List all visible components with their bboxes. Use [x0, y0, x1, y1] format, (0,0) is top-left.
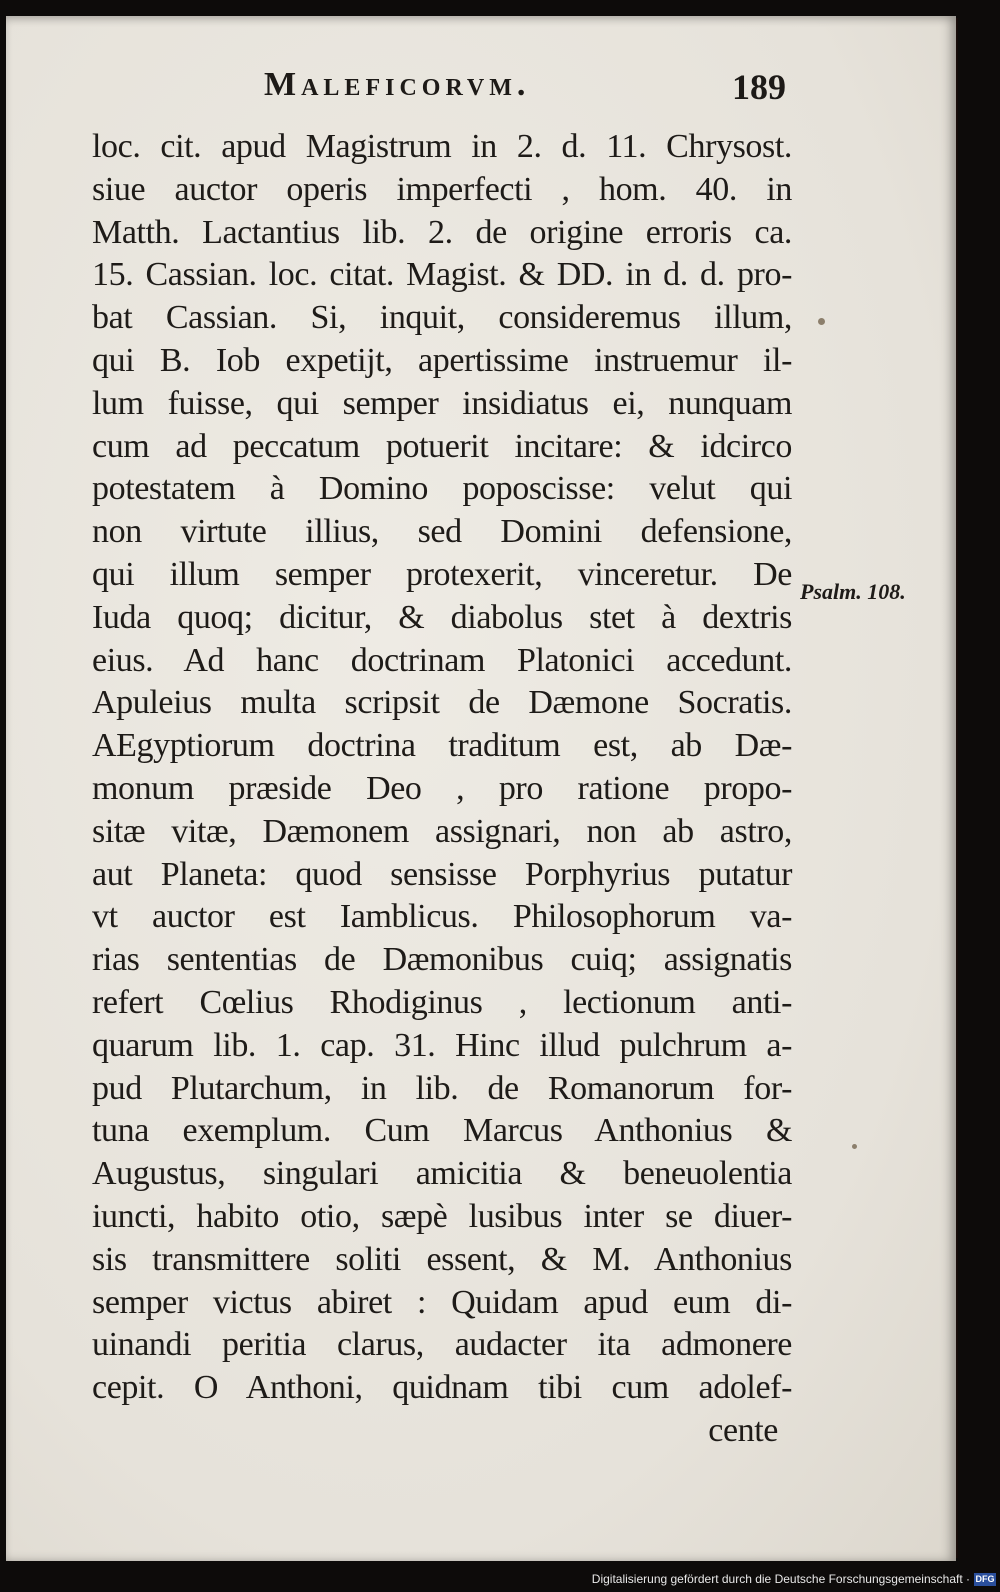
text-line: vt auctor est Iamblicus. Philosophorum va-	[92, 898, 792, 936]
text-line: monum præside Deo , pro ratione propo-	[92, 769, 792, 807]
text-line: 15. Cassian. loc. citat. Magist. & DD. in d. d. pro-	[92, 256, 792, 294]
text-line: sis transmittere soliti essent, & M. Anthonius	[92, 1240, 792, 1278]
text-line: quarum lib. 1. cap. 31. Hinc illud pulchrum a-	[92, 1026, 792, 1064]
text-line: eius. Ad hanc doctrinam Platonici accedunt.	[92, 641, 792, 679]
text-line: qui B. Iob expetijt, apertissime instruemur il-	[92, 341, 792, 379]
text-line: iuncti, habito otio, sæpè lusibus inter se diuer-	[92, 1197, 792, 1235]
text-line: Apuleius multa scripsit de Dæmone Socratis.	[92, 684, 792, 722]
text-line: Augustus, singulari amicitia & beneuolentia	[92, 1155, 792, 1193]
funding-credit: Digitalisierung gefördert durch die Deutsche Forschungsgemeinschaft ·	[591, 1572, 970, 1586]
text-line: qui illum semper protexerit, vinceretur. De	[92, 555, 792, 593]
text-line: siue auctor operis imperfecti , hom. 40. in	[92, 170, 792, 208]
text-line: rias sententias de Dæmonibus cuiq; assignatis	[92, 941, 792, 979]
running-head: Maleficorvm.	[264, 66, 531, 103]
text-line: loc. cit. apud Magistrum in 2. d. 11. Chrysost.	[92, 128, 792, 165]
text-line: aut Planeta: quod sensisse Porphyrius putatur	[92, 855, 792, 893]
text-line: refert Cœlius Rhodiginus , lectionum anti-	[92, 983, 792, 1021]
footer-bar	[0, 1570, 1000, 1592]
text-line: non virtute illius, sed Domini defensione,	[92, 513, 792, 551]
text-line: cepit. O Anthoni, quidnam tibi cum adolef-	[92, 1369, 792, 1407]
paper-speck	[852, 1144, 857, 1149]
text-line: Matth. Lactantius lib. 2. de origine erroris ca.	[92, 213, 792, 251]
text-line: sitæ vitæ, Dæmonem assignari, non ab astro,	[92, 812, 792, 850]
text-line: lum fuisse, qui semper insidiatus ei, nunquam	[92, 384, 792, 422]
text-line: potestatem à Domino poposcisse: velut qui	[92, 470, 792, 508]
text-line: AEgyptiorum doctrina traditum est, ab Dæ-	[92, 727, 792, 765]
text-line: bat Cassian. Si, inquit, consideremus illum,	[92, 299, 792, 337]
dfg-logo-icon: DFG	[975, 1574, 995, 1584]
paper-speck	[818, 318, 825, 325]
text-line: semper victus abiret : Quidam apud eum di-	[92, 1283, 792, 1321]
text-line: uinandi peritia clarus, audacter ita admonere	[92, 1326, 792, 1364]
body-text	[92, 126, 792, 1453]
text-line: pud Plutarchum, in lib. de Romanorum for-	[92, 1069, 792, 1107]
page-number: 189	[732, 67, 786, 107]
text-line: cum ad peccatum potuerit incitare: & idcirco	[92, 427, 792, 465]
page-header	[256, 66, 796, 116]
catchword: cente	[708, 1411, 778, 1449]
text-line: Iuda quoq; dicitur, & diabolus stet à dextris	[92, 598, 792, 636]
text-line: tuna exemplum. Cum Marcus Anthonius &	[92, 1112, 792, 1150]
margin-note: Psalm. 108.	[800, 579, 906, 604]
